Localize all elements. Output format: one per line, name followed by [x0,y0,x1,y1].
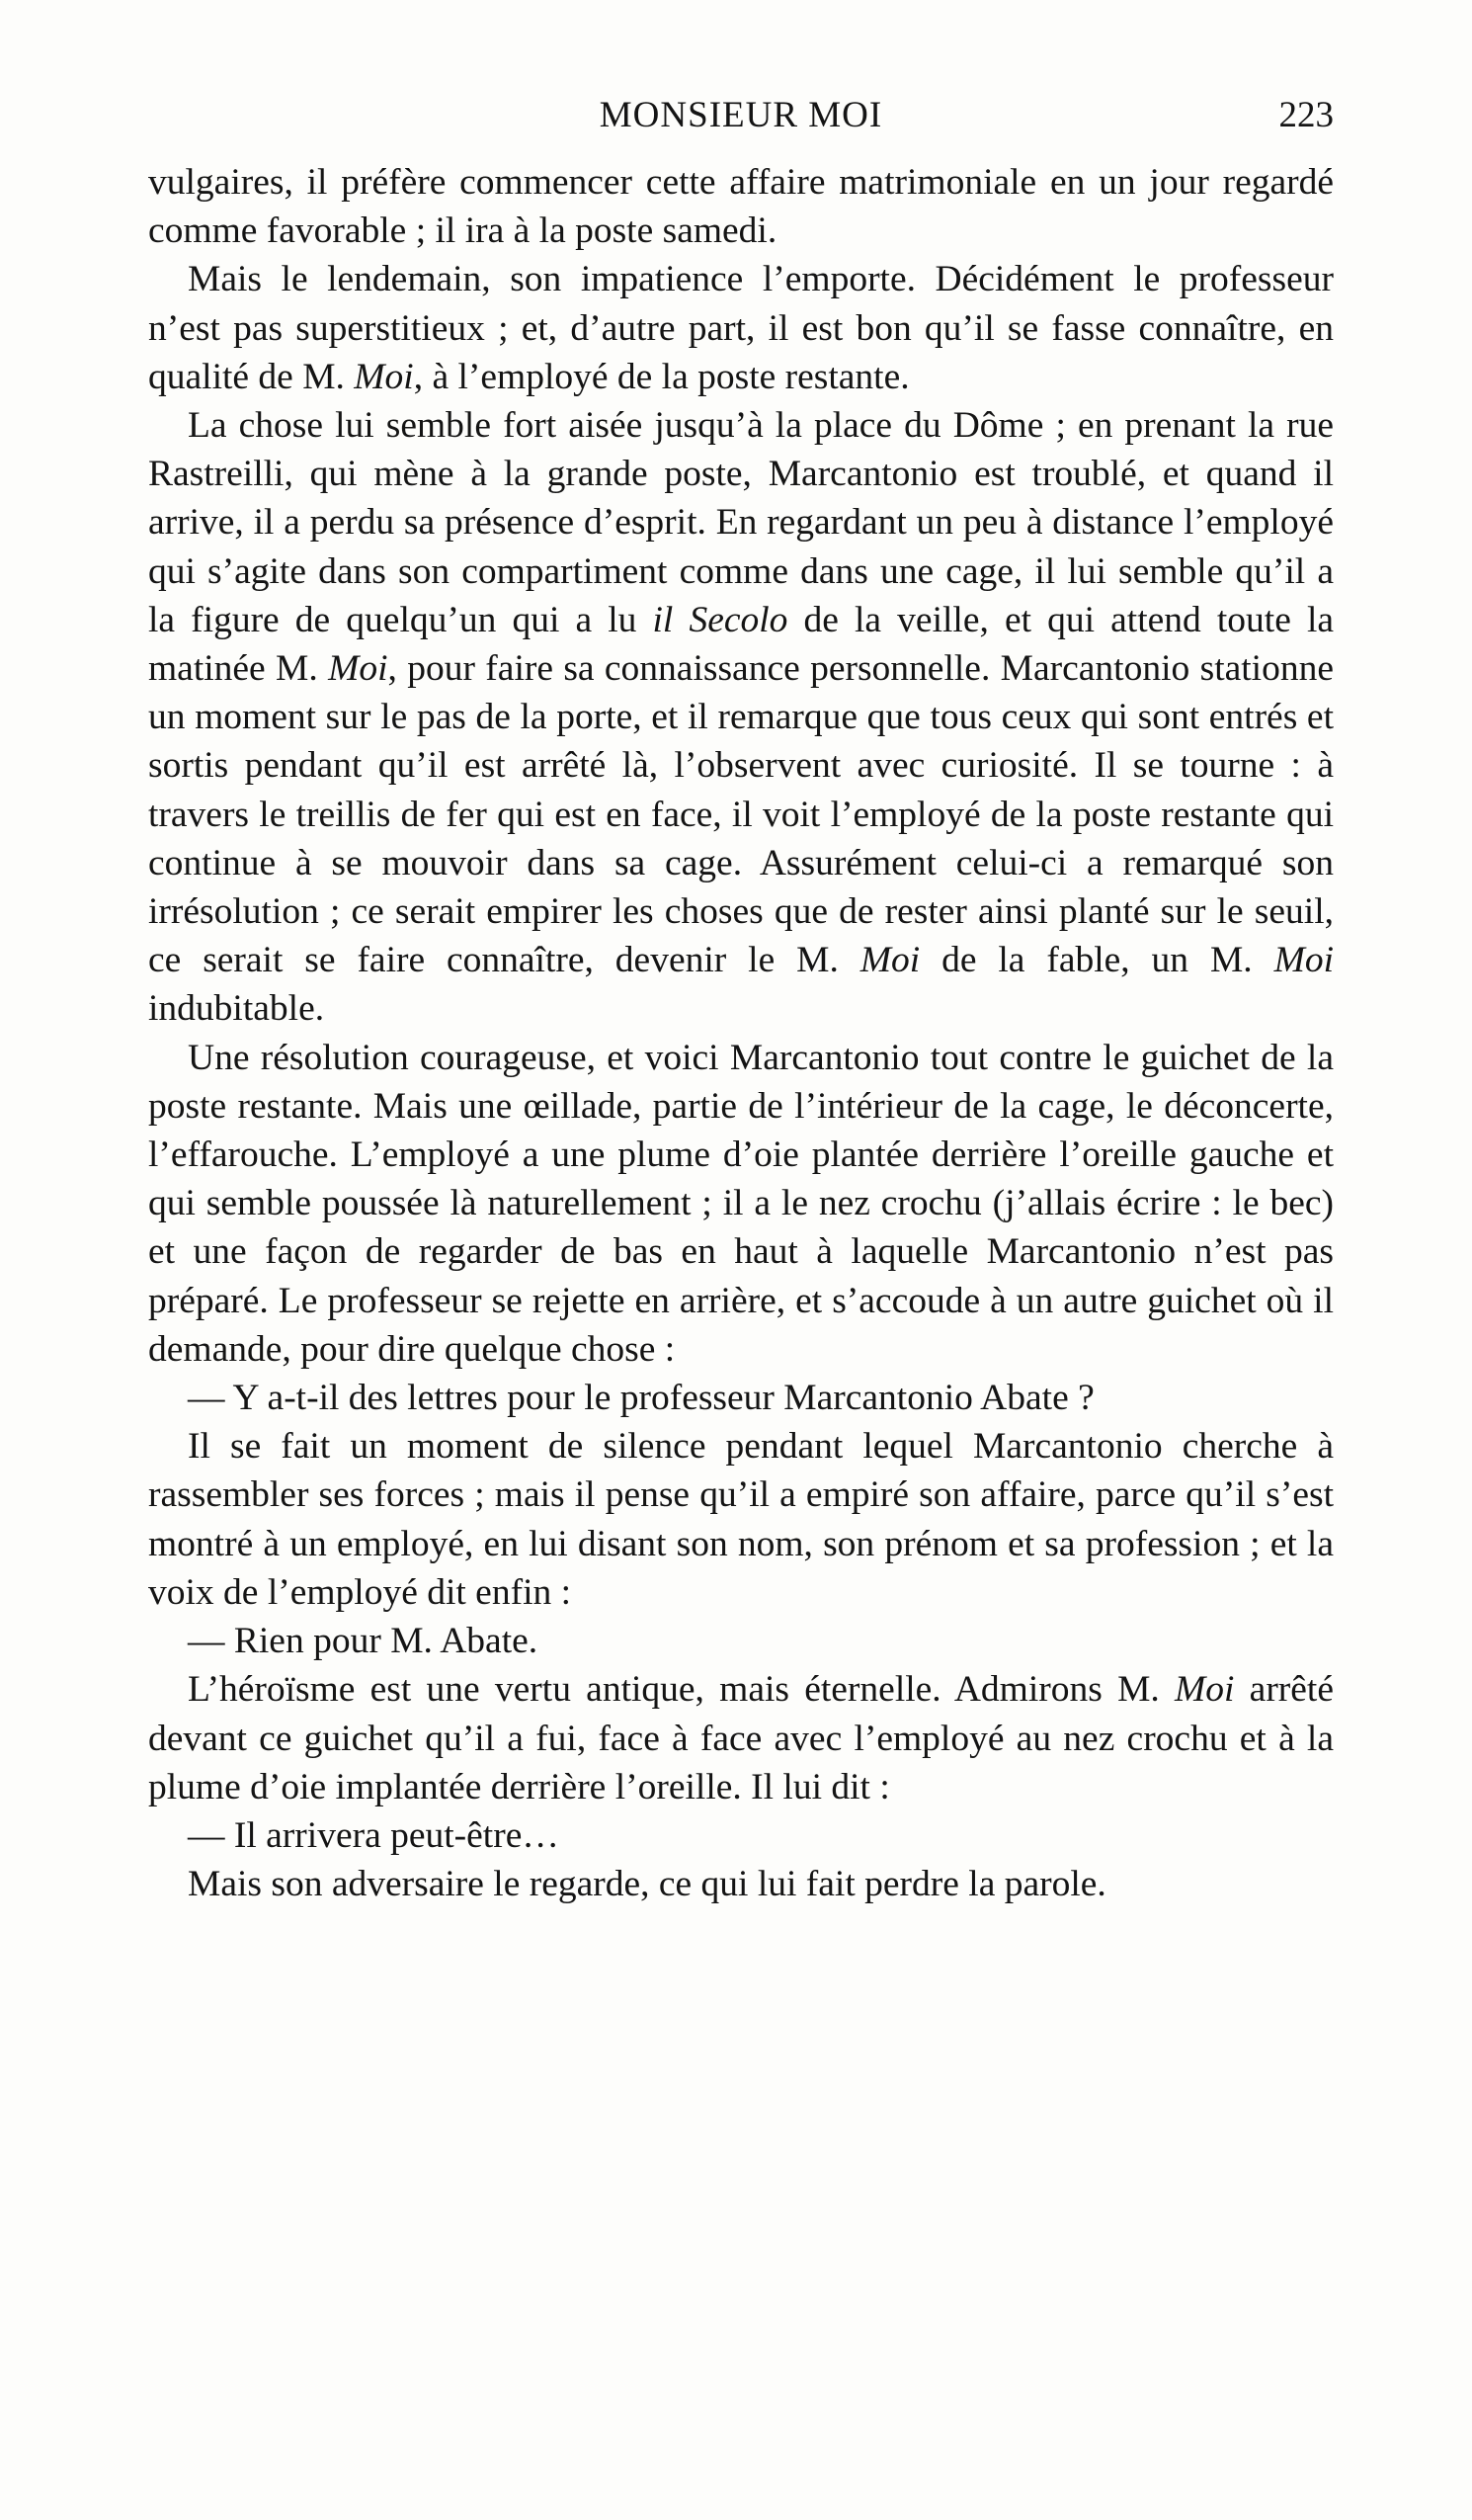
text-run: La chose lui semble fort aisée jusqu’à la place du Dôme ; en prenant la rue Rastreilli, qui mène à la grande poste, Marcantonio est troublé, et quand il arrive, il a perdu sa présence d’esprit. En regardant un peu à distance l’employé qui s’agite dans son compartiment comme dans une cage, il lui semble qu’il a la figure de quelqu’un qui a lu [148,405,1334,640]
text-run: Il se fait un moment de silence pendant lequel Marcantonio cherche à rassembler ses forces ; mais il pense qu’il a empiré son affaire, parce qu’il s’est montré à un employé, en lui disant son nom, son prénom et sa profession ; et la voix de l’employé dit enfin : [148,1426,1334,1613]
italic-text: Moi [859,940,921,981]
italic-text: Moi [354,356,414,397]
text-run: de la fable, un M. [920,940,1274,981]
text-run: — Rien pour M. Abate. [188,1621,538,1662]
text-run: arrêté devant ce guichet qu’il a fui, face à face avec l’employé au nez crochu et à la plume d’oie implantée derrière l’oreille. Il lui dit : [148,1669,1334,1807]
paragraph [148,1034,1334,1374]
text-run: L’héroïsme est une vertu antique, mais éternelle. Admirons M. [188,1669,1176,1711]
body-text [148,158,1334,1908]
text-run: indubitable. [148,988,325,1030]
page-number: 223 [1278,95,1334,135]
text-run: Une résolution courageuse, et voici Marcantonio tout contre le guichet de la poste restante. Mais une œillade, partie de l’intérieur de la cage, le déconcerte, l’effarouche. L’employé a une plume d’oie plantée derrière l’oreille gauche et qui semble poussée là naturellement ; il a le nez crochu (j’allais écrire : le bec) et une façon de regarder de bas en haut à laquelle Marcantonio n’est pas préparé. Le professeur se rejette en arrière, et s’accoude à un autre guichet où il demande, pour dire quelque chose : [148,1037,1334,1370]
paragraph [148,158,1334,255]
text-run: — Il arrivera peut-être… [188,1814,559,1856]
paragraph [148,1665,1334,1811]
running-head [148,91,1334,140]
italic-text: Moi [328,648,388,690]
text-run: Mais son adversaire le regarde, ce qui lui fait perdre la parole. [188,1864,1106,1905]
italic-text: Moi [1175,1669,1235,1711]
text-run: , pour faire sa connaissance personnelle. Marcantonio stationne un moment sur le pas de la porte, et il remarque que tous ceux qui sont entrés et sortis pendant qu’il est arrêté là, l’observent avec curiosité. Il se tourne : à travers le treillis de fer qui est en face, il voit l’employé de la poste restante qui continue à se mouvoir dans sa cage. Assurément celui-ci a remarqué son irrésolution ; ce serait empirer les choses que de rester ainsi planté sur le seuil, ce serait se faire connaître, devenir le M. [148,648,1334,981]
text-run: Mais le lendemain, son impatience l’emporte. Décidément le professeur n’est pas superstitieux ; et, d’autre part, il est bon qu’il se fasse connaître, en qualité de M. [148,259,1334,397]
paragraph [148,401,1334,1034]
paragraph [148,1374,1334,1422]
paragraph [148,1422,1334,1617]
paragraph [148,1617,1334,1665]
paragraph [148,255,1334,401]
text-run: vulgaires, il préfère commencer cette affaire matrimoniale en un jour regardé comme favorable ; il ira à la poste samedi. [148,162,1334,252]
running-title: MONSIEUR MOI [599,95,883,135]
paragraph [148,1860,1334,1908]
italic-text: Moi [1273,940,1335,981]
italic-text: il Secolo [652,599,788,640]
paragraph [148,1811,1334,1860]
text-run: , à l’employé de la poste restante. [413,356,910,397]
text-run: — Y a-t-il des lettres pour le professeur Marcantonio Abate ? [188,1378,1095,1419]
text-run: de la veille, et qui attend toute la matinée M. [148,599,1335,690]
